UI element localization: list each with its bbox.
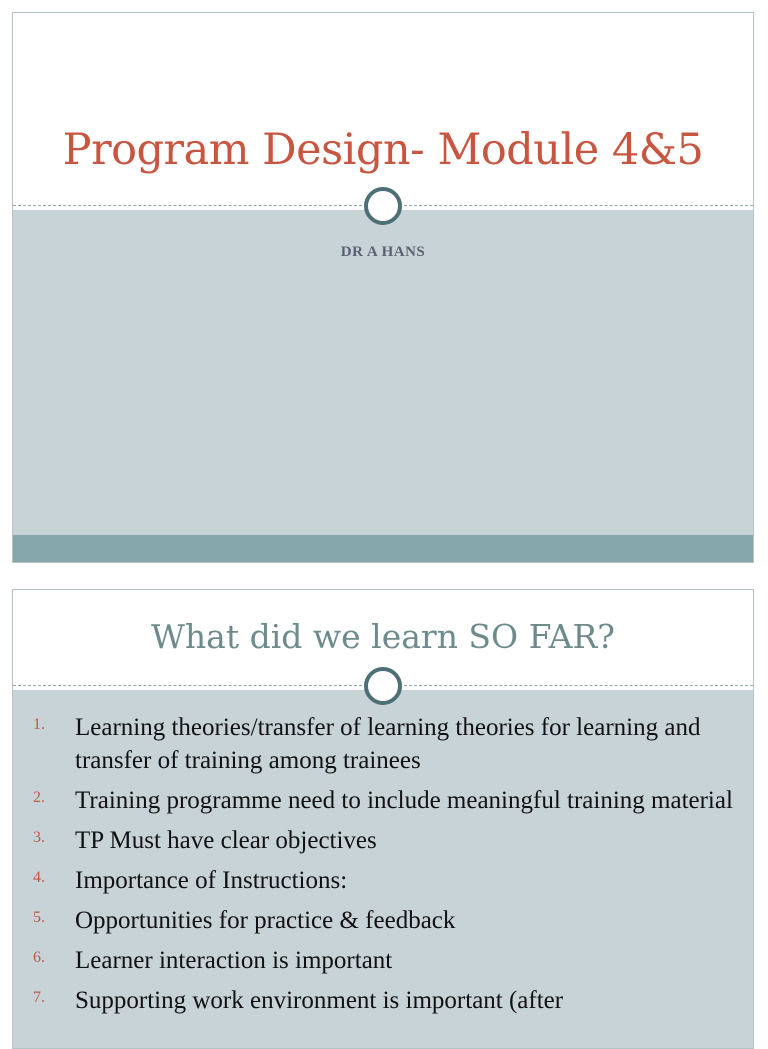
title-slide — [12, 12, 754, 563]
list-number: 2. — [33, 789, 45, 806]
list-number: 3. — [33, 829, 45, 846]
list-text: TP Must have clear objectives — [75, 827, 377, 854]
list-item — [13, 824, 753, 857]
list-text: Opportunities for practice & feedback — [75, 907, 456, 934]
list-item — [13, 711, 753, 777]
slide-subtitle: DR A HANS — [340, 244, 426, 260]
footer-band — [13, 535, 753, 562]
list-number: 6. — [33, 949, 45, 966]
list-item — [13, 864, 753, 897]
list-number: 1. — [33, 716, 45, 733]
list-item — [13, 784, 753, 817]
list-item — [13, 984, 753, 1017]
list-text: Importance of Instructions: — [75, 867, 348, 894]
content-slide — [12, 589, 754, 1049]
slide-title: What did we learn SO FAR? — [151, 617, 615, 656]
list-item — [13, 904, 753, 937]
list-text: Learner interaction is important — [75, 947, 393, 974]
list-text: Supporting work environment is important (after — [75, 987, 564, 1014]
circle-ornament-icon — [364, 667, 402, 705]
numbered-list — [13, 711, 753, 1024]
list-item — [13, 944, 753, 977]
list-number: 7. — [33, 989, 45, 1006]
slide-title: Program Design- Module 4&5 — [62, 125, 704, 175]
list-text: Learning theories/transfer of learning theories for learning and transfer of training among trainees — [75, 714, 701, 774]
list-number: 5. — [33, 909, 45, 926]
list-number: 4. — [33, 869, 45, 886]
list-text: Training programme need to include meaningful training material — [75, 787, 733, 814]
title-area — [13, 13, 753, 204]
circle-ornament-icon — [364, 187, 402, 225]
